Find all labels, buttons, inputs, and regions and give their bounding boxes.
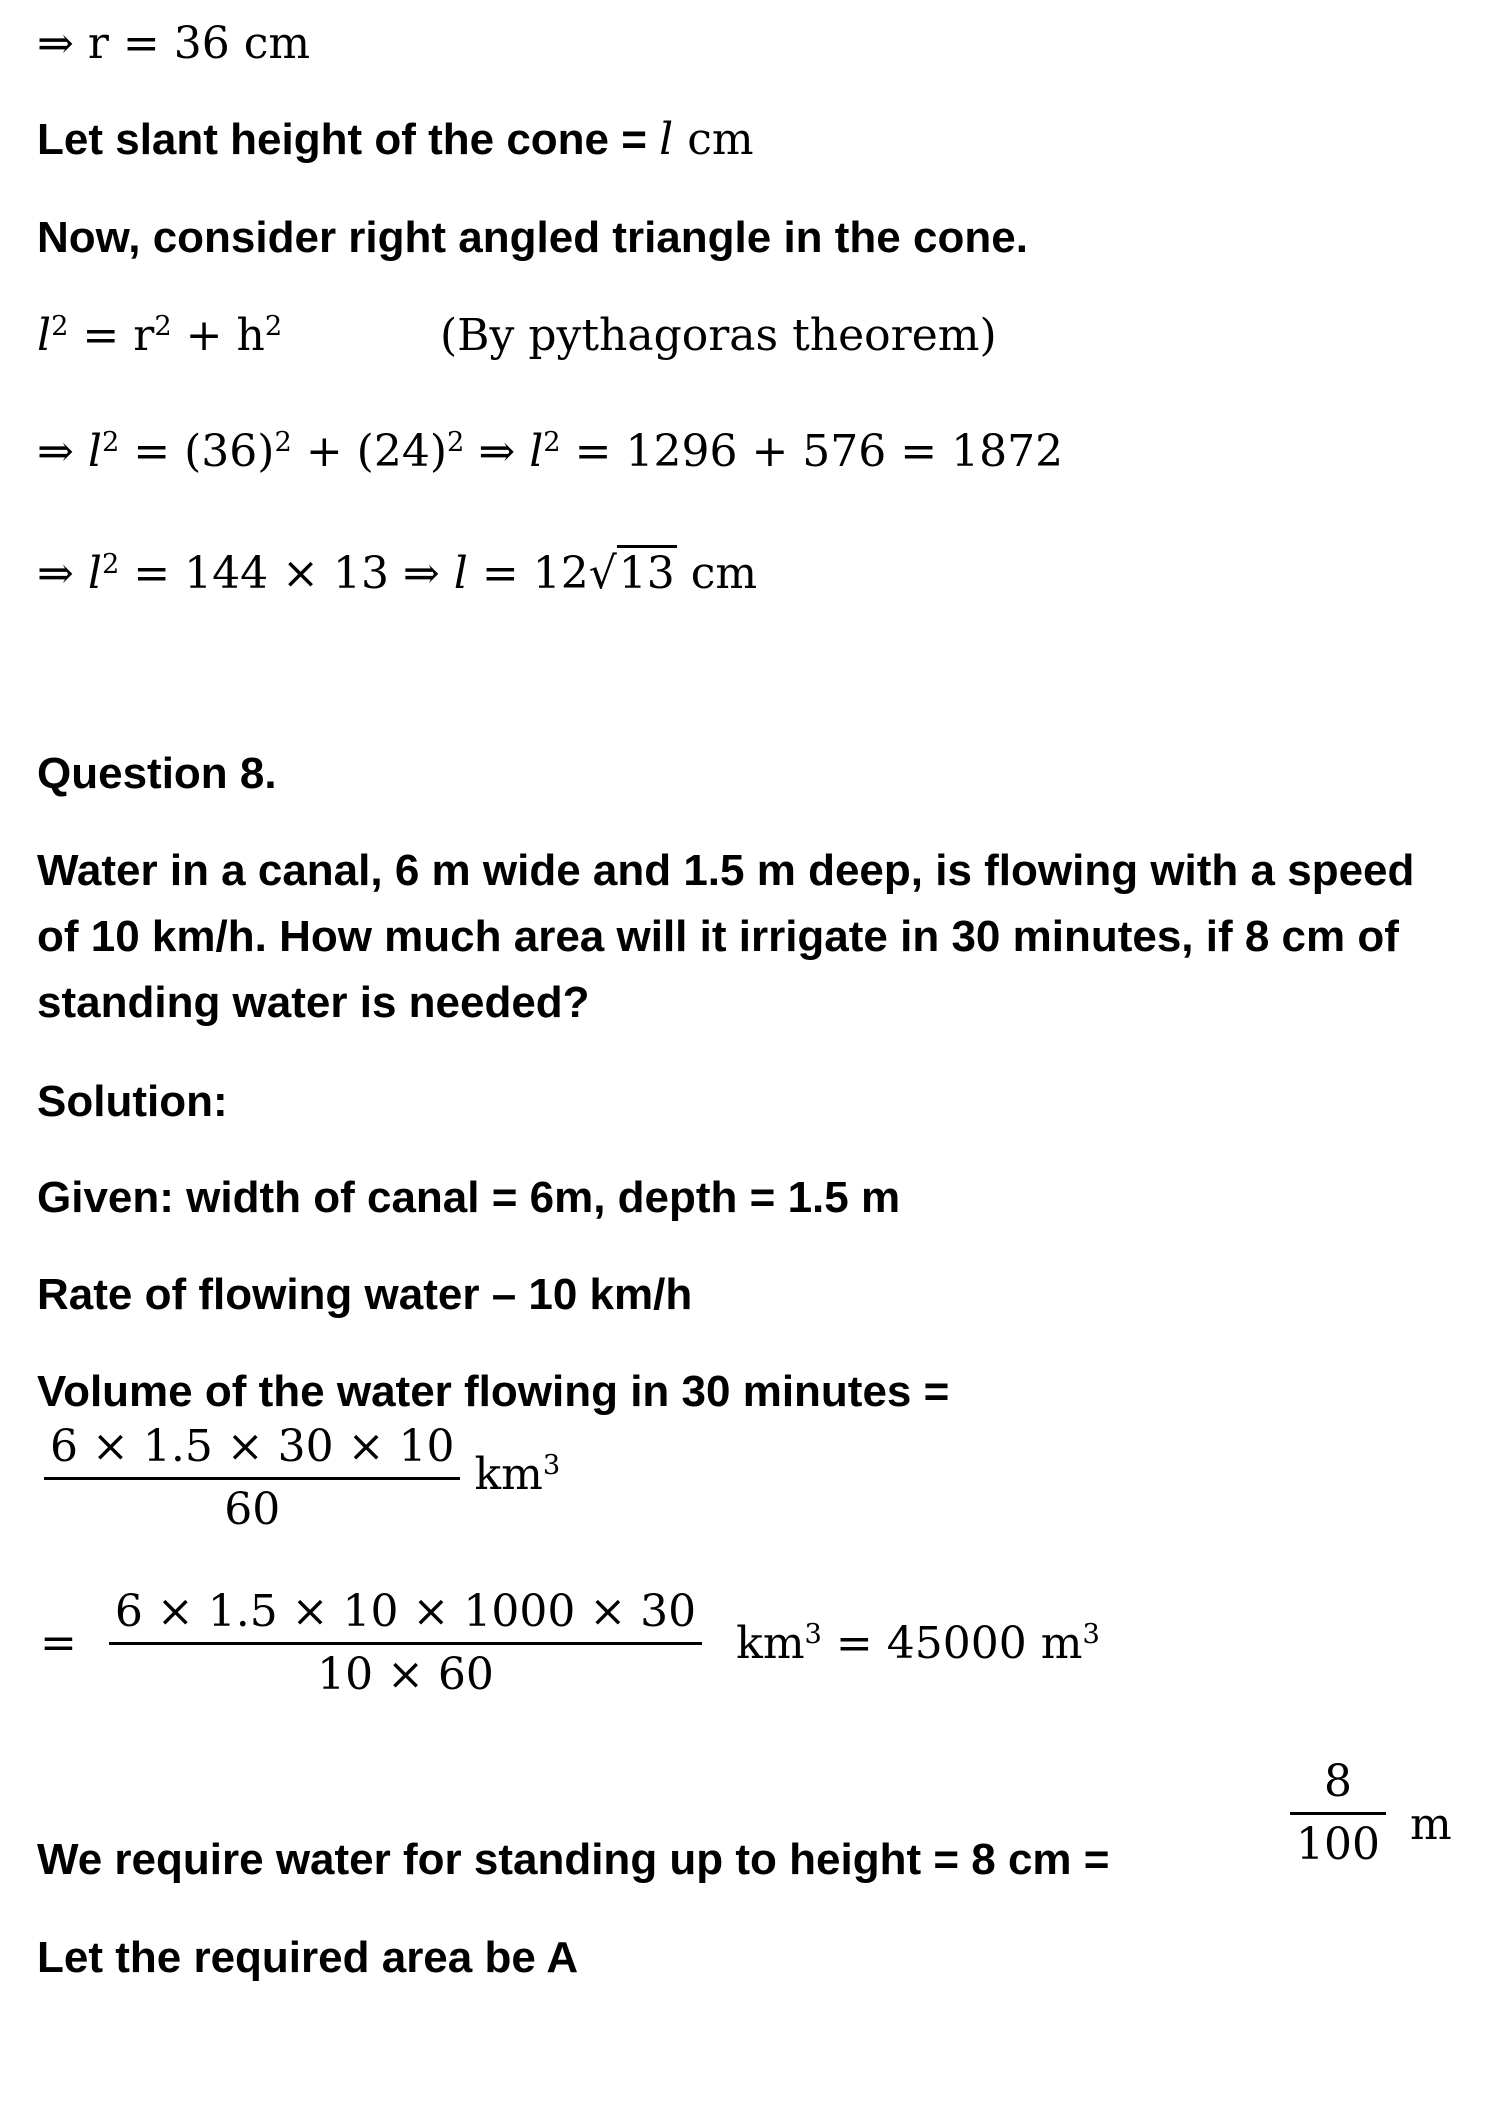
fraction — [44, 1421, 460, 1535]
pythagoras-note: (By pythagoras theorem) — [440, 310, 997, 361]
volume-fraction-1 — [44, 1421, 561, 1535]
unit-text: km — [736, 1617, 805, 1669]
eq-sign: = — [40, 1617, 77, 1669]
implies: ⇒ — [37, 548, 88, 599]
calc1-e: = 1296 + 576 = 1872 — [560, 426, 1064, 477]
slant-unit: cm — [673, 114, 754, 165]
calc2-unit: cm — [676, 548, 758, 599]
r-result: ⇒ r = 36 cm — [37, 18, 311, 69]
pythagoras-equation — [37, 310, 283, 361]
exp: 2 — [51, 311, 69, 342]
height-line: We require water for standing up to height = 8 cm = — [37, 1835, 1110, 1884]
height-unit: m — [1410, 1799, 1452, 1850]
volume-label: Volume of the water flowing in 30 minutes = — [37, 1367, 950, 1416]
question-heading: Question 8. — [37, 749, 277, 798]
var-l: l — [453, 548, 468, 599]
var-l: l — [37, 310, 52, 361]
exp: 3 — [1082, 1618, 1100, 1650]
var-l: l — [529, 426, 544, 477]
slant-intro-text: Let slant height of the cone = — [37, 115, 660, 164]
calc1-c: + (24) — [291, 426, 447, 477]
denominator: 10 × 60 — [317, 1649, 494, 1700]
calc-line-2 — [37, 548, 758, 599]
exp: 2 — [264, 311, 283, 342]
radicand: 13 — [617, 545, 677, 599]
fraction — [109, 1586, 702, 1700]
eq-mid: = r — [68, 310, 155, 361]
solution-label: Solution: — [37, 1077, 228, 1126]
fraction-bar — [1290, 1812, 1386, 1815]
area-line: Let the required area be A — [37, 1933, 579, 1982]
exp: 3 — [542, 1449, 561, 1481]
fraction — [1290, 1756, 1386, 1870]
calc-line-1 — [37, 426, 1064, 477]
fraction-bar — [44, 1477, 460, 1480]
implies: ⇒ — [37, 426, 88, 477]
numerator: 6 × 1.5 × 10 × 1000 × 30 — [114, 1586, 697, 1637]
question-text: Water in a canal, 6 m wide and 1.5 m deep, is flowing with a speed of 10 km/h. How much area will it irrigate in 30 minutes, if 8 cm of standing water is needed? — [37, 846, 1415, 1027]
calc2-b: = 12√ — [467, 548, 617, 599]
rate-line: Rate of flowing water – 10 km/h — [37, 1270, 693, 1319]
exp: 2 — [101, 549, 120, 580]
numerator: 6 × 1.5 × 30 × 10 — [50, 1421, 455, 1472]
unit — [474, 1449, 560, 1500]
denominator: 60 — [224, 1484, 281, 1535]
exp: 2 — [543, 427, 561, 458]
var-l: l — [87, 548, 102, 599]
exp: 2 — [274, 427, 292, 458]
consider-line: Now, consider right angled triangle in the cone. — [37, 213, 1028, 262]
r-result-line — [37, 18, 311, 69]
result — [736, 1618, 1100, 1669]
slant-height-line — [37, 114, 754, 165]
exp: 3 — [804, 1618, 822, 1650]
eq-plus: + h — [171, 310, 265, 361]
exp: 2 — [447, 427, 465, 458]
slant-var: l — [659, 114, 674, 165]
unit-text: km — [474, 1448, 543, 1500]
exp: 2 — [154, 311, 172, 342]
numerator: 8 — [1323, 1756, 1352, 1807]
calc2-a: = 144 × 13 ⇒ — [119, 548, 454, 599]
fraction-bar — [109, 1642, 702, 1645]
calc1-b: = (36) — [119, 426, 275, 477]
height-fraction — [1290, 1756, 1386, 1870]
var-l: l — [87, 426, 102, 477]
denominator: 100 — [1296, 1819, 1380, 1870]
exp: 2 — [101, 427, 120, 458]
given-line: Given: width of canal = 6m, depth = 1.5 m — [37, 1173, 901, 1222]
volume-fraction-2 — [40, 1586, 1100, 1700]
implies: ⇒ — [464, 426, 530, 477]
result-text: = 45000 m — [821, 1617, 1083, 1669]
